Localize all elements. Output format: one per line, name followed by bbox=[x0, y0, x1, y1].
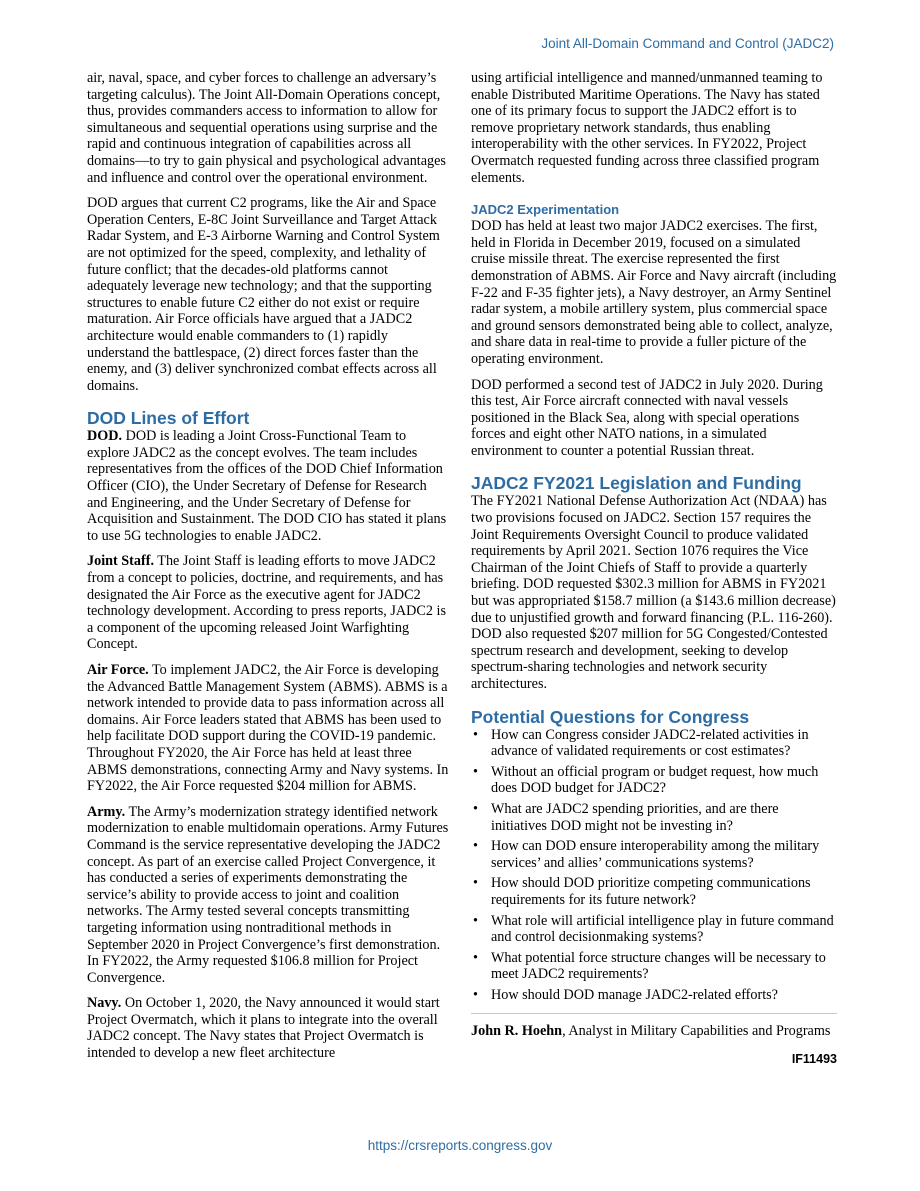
paragraph-dod bbox=[87, 428, 449, 544]
bullet-icon: • bbox=[473, 800, 478, 817]
bullet-icon: • bbox=[473, 949, 478, 966]
author-line bbox=[471, 1023, 837, 1040]
bullet-icon: • bbox=[473, 838, 478, 855]
list-item bbox=[471, 764, 837, 797]
list-item-text: Without an official program or budget request, how much does DOD budget for JADC2? bbox=[491, 763, 819, 797]
run-in-heading: Navy. bbox=[87, 995, 122, 1012]
bullet-icon: • bbox=[473, 763, 478, 780]
bullet-icon: • bbox=[473, 726, 478, 743]
paragraph-text: The Joint Staff is leading efforts to move JADC2 from a concept to policies, doctrine, and requirements, and has designated the Air Force as the executive agent for JADC2 technology development. According to press reports, JADC2 is a component of the upcoming released Joint Warfighting Concept. bbox=[87, 553, 446, 653]
paragraph: The FY2021 National Defense Authorization Act (NDAA) has two provisions focused on JADC2. Section 157 requires the Joint Requirements Oversight Council to produce validated requirements by April 2021. Section 1076 requires the Vice Chairman of the Joint Chiefs of Staff to provide a quarterly briefing. DOD requested $302.3 million for ABMS in FY2021 but was appropriated $158.7 million (a $143.6 million decrease) due to unjustified growth and forward financing (P.L. 116-260). DOD also requested $207 million for 5G Congested/Contested spectrum research and development, seeking to develop spectrum-sharing technologies and network security architectures. bbox=[471, 493, 836, 692]
section-heading-lines-of-effort: DOD Lines of Effort bbox=[87, 408, 250, 429]
paragraph: DOD performed a second test of JADC2 in July 2020. During this test, Air Force aircraft connected with naval vessels positioned in the Black Sea, along with special operations forces and eight other NATO nations, in a simulated environment to counter a potential Russian threat. bbox=[471, 376, 823, 459]
paragraph-text: On October 1, 2020, the Navy announced it would start Project Overmatch, which it plans to integrate into the overall JADC2 concept. The Navy states that Project Overmatch is intended to develop a new fleet architecture bbox=[87, 995, 440, 1062]
run-in-heading: Air Force. bbox=[87, 662, 149, 678]
run-in-heading: DOD. bbox=[87, 428, 123, 445]
list-item bbox=[471, 838, 837, 871]
section-heading-questions: Potential Questions for Congress bbox=[471, 706, 750, 727]
list-item-text: What potential force structure changes will be necessary to meet JADC2 requirements? bbox=[491, 949, 826, 983]
paragraph-joint-staff bbox=[87, 553, 449, 653]
list-item-text: How should DOD manage JADC2-related efforts? bbox=[491, 986, 778, 1003]
list-item-text: What are JADC2 spending priorities, and are there initiatives DOD might not be investing in? bbox=[491, 800, 779, 834]
list-item bbox=[471, 913, 837, 946]
list-item bbox=[471, 727, 837, 760]
divider bbox=[471, 1013, 837, 1014]
paragraph-army bbox=[87, 804, 449, 987]
list-item-text: How should DOD prioritize competing communications requirements for its future network? bbox=[491, 875, 811, 908]
author-role: , Analyst in Military Capabilities and Programs bbox=[562, 1022, 831, 1039]
list-item bbox=[471, 801, 837, 834]
right-column bbox=[471, 70, 837, 1068]
questions-list bbox=[471, 727, 837, 1004]
bullet-icon: • bbox=[473, 875, 478, 892]
footer-url[interactable]: https://crsreports.congress.gov bbox=[367, 1138, 553, 1153]
section-heading-legislation: JADC2 FY2021 Legislation and Funding bbox=[471, 473, 802, 494]
paragraph-air-force bbox=[87, 662, 449, 795]
paragraph-text: To implement JADC2, the Air Force is developing the Advanced Battle Management System (ABMS). ABMS is a network intended to provide data to pass information across all domains. Air Force leaders stated that ABMS has been used to help facilitate DOD support during the COVID-19 pandemic. Throughout FY2020, the Air Force has held at least three ABMS demonstrations, connecting Army and Navy systems. In FY2022, the Air Force requested $204 million for ABMS. bbox=[87, 662, 449, 795]
paragraph-text: DOD is leading a Joint Cross-Functional Team to explore JADC2 as the concept evolves. The team includes representatives from the offices of the DOD Chief Information Officer (CIO), the Under Secretary of Defense for Research and Engineering, and the Under Secretary of Defense for Acquisition and Sustainment. The DOD CIO has stated it plans to use 5G technologies to enable JADC2. bbox=[87, 428, 447, 544]
paragraph: DOD has held at least two major JADC2 exercises. The first, held in Florida in December 2019, focused on a simulated cruise missile threat. The exercise represented the first demonstration of ABMS. Air Force and Navy aircraft (including F-22 and F-35 fighter jets), a Navy destroyer, an Army Sentinel radar system, a mobile artillery system, plus commercial space and ground sensors demonstrated being able to collect, analyze, and share data in real-time to provide a fuller picture of the operating environment. bbox=[471, 218, 837, 367]
list-item-text: How can DOD ensure interoperability among the military services’ and allies’ communications systems? bbox=[491, 838, 820, 871]
run-in-heading: Joint Staff. bbox=[87, 553, 154, 570]
bullet-icon: • bbox=[473, 912, 478, 929]
bullet-icon: • bbox=[473, 986, 478, 1003]
paragraph-navy bbox=[87, 995, 449, 1061]
left-column bbox=[87, 70, 449, 1071]
paragraph: using artificial intelligence and manned/unmanned teaming to enable Distributed Maritime Operations. The Navy has stated one of its primary focus to support the JADC2 effort is to remove proprietary network standards, thus enabling interoperability with the other services. In FY2022, Project Overmatch requested funding across three classified program elements. bbox=[471, 70, 823, 186]
run-in-heading: Army. bbox=[87, 803, 126, 820]
running-header: Joint All-Domain Command and Control (JADC2) bbox=[541, 36, 834, 51]
list-item-text: How can Congress consider JADC2-related activities in advance of validated requirements or cost estimates? bbox=[491, 726, 809, 760]
paragraph-text: The Army’s modernization strategy identified network modernization to enable multidomain operations. Army Futures Command is the service representative developing the JADC2 concept. As part of an exercise called Project Convergence, it has conducted a series of experiments demonstrating the service’s ability to provide access to joint and coalition networks. The Army tested several concepts transmitting targeting information using nontraditional methods in September 2020 in Project Convergence’s first demonstration. In FY2022, the Army requested $106.8 million for Project Convergence. bbox=[87, 803, 449, 986]
report-id: IF11493 bbox=[791, 1052, 837, 1067]
list-item bbox=[471, 950, 837, 983]
section-heading-experimentation: JADC2 Experimentation bbox=[471, 202, 620, 218]
list-item bbox=[471, 875, 837, 908]
paragraph: air, naval, space, and cyber forces to challenge an adversary’s targeting calculus). The Joint All-Domain Operations concept, thus, provides commanders access to information to allow for simultaneous and sequential operations using surprise and the rapid and continuous integration of capabilities across all domains—to try to gain physical and psychological advantages and influence and control over the operational environment. bbox=[87, 70, 446, 186]
paragraph: DOD argues that current C2 programs, like the Air and Space Operation Centers, E-8C Joint Surveillance and Target Attack Radar System, and E-3 Airborne Warning and Control System are not optimized for the speed, complexity, and lethality of future conflict; that the decades-old platforms cannot adequately leverage new technology; and that the supporting structures to enable future C2 either do not exist or require maturation. Air Force officials have argued that a JADC2 architecture would enable commanders to (1) rapidly understand the battlespace, (2) direct forces faster than the enemy, and (3) deliver synchronized combat effects across all domains. bbox=[87, 195, 440, 394]
list-item bbox=[471, 987, 837, 1004]
author-name: John R. Hoehn bbox=[471, 1022, 563, 1039]
list-item-text: What role will artificial intelligence play in future command and control decisionmaking systems? bbox=[491, 912, 834, 946]
